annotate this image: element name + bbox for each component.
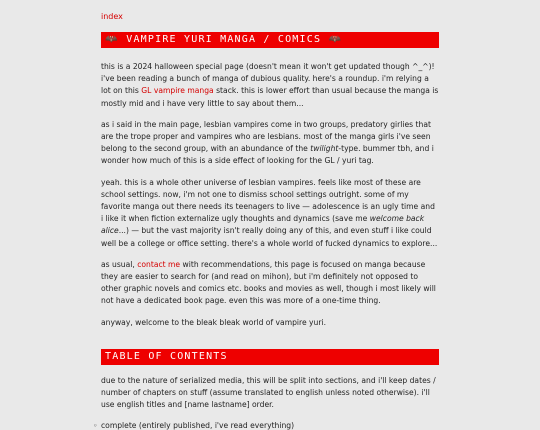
bat-icon: 🦇 (105, 34, 119, 45)
emphasis-title: welcome back alice (101, 214, 425, 236)
bat-icon: 🦇 (328, 34, 343, 45)
contact-paragraph: as usual, contact me with recommendations, this page is focused on manga because they are easier to search for (and read on mihon), but i'm definitely not opposed to other graphic novels and comics etc. books and movies as well, though i most likely will not have a dedicated book page. even this was more of a one-time thing. (101, 259, 436, 306)
school-settings-paragraph: yeah. this is a whole other universe of lesbian vampires. feels like most of these are school settings. now, i'm not one to dismiss school settings outright. some of my favorite manga out there needs its teenagers to live — adolescence is an ugly time and i like it when fiction externalize ugly thoughts and dynamics (save me welcome back alice...) — but the vast majority isn't really doing any of this, and even stuff i like could well be a college or office setting. there's a whole world of fucked dynamics to explore... (101, 177, 438, 248)
emphasis-twilight: twilight (310, 144, 339, 154)
toc-item-complete[interactable] (93, 421, 439, 430)
index-link[interactable]: index (101, 12, 123, 21)
welcome-paragraph: anyway, welcome to the bleak bleak world of vampire yuri. (101, 317, 327, 327)
toc-description: due to the nature of serialized media, this will be split into sections, and i'll keep dates / number of chapters on stuff (assume translated to english unless noted otherwise). i'll use english titles and [name lastname] order. (101, 375, 436, 410)
contact-me-link[interactable]: contact me (137, 259, 181, 269)
groups-paragraph: as i said in the main page, lesbian vampires come in two groups, predatory girlies that are the trope proper and vampires who are lesbians. most of the manga girls i've seen belong to the second group, with an abundance of the twilight-type. bummer tbh, and i wonder how much of this is a side effect of looking for the GL / yuri tag. (101, 119, 434, 166)
page-title: VAMPIRE YURI MANGA / COMICS (126, 34, 322, 45)
toc-banner (101, 349, 439, 365)
bullet-icon: ◦ (93, 421, 98, 430)
toc-item-label: complete (entirely published, i've read everything) (101, 421, 295, 430)
page-title-banner (101, 32, 439, 48)
toc-list (93, 421, 439, 430)
toc-title: TABLE OF CONTENTS (105, 350, 228, 362)
intro-paragraph: this is a 2024 halloween special page (doesn't mean it won't get updated though ^_^)! i've been reading a bunch of manga of dubious quality. here's a roundup. i'm relying a lot on this GL vampire manga stack. this is lower effort than usual because the manga is mostly mid and i have very little to say about them... (101, 62, 439, 108)
gl-vampire-manga-link[interactable]: GL vampire manga (141, 86, 214, 96)
content-column (93, 0, 439, 430)
